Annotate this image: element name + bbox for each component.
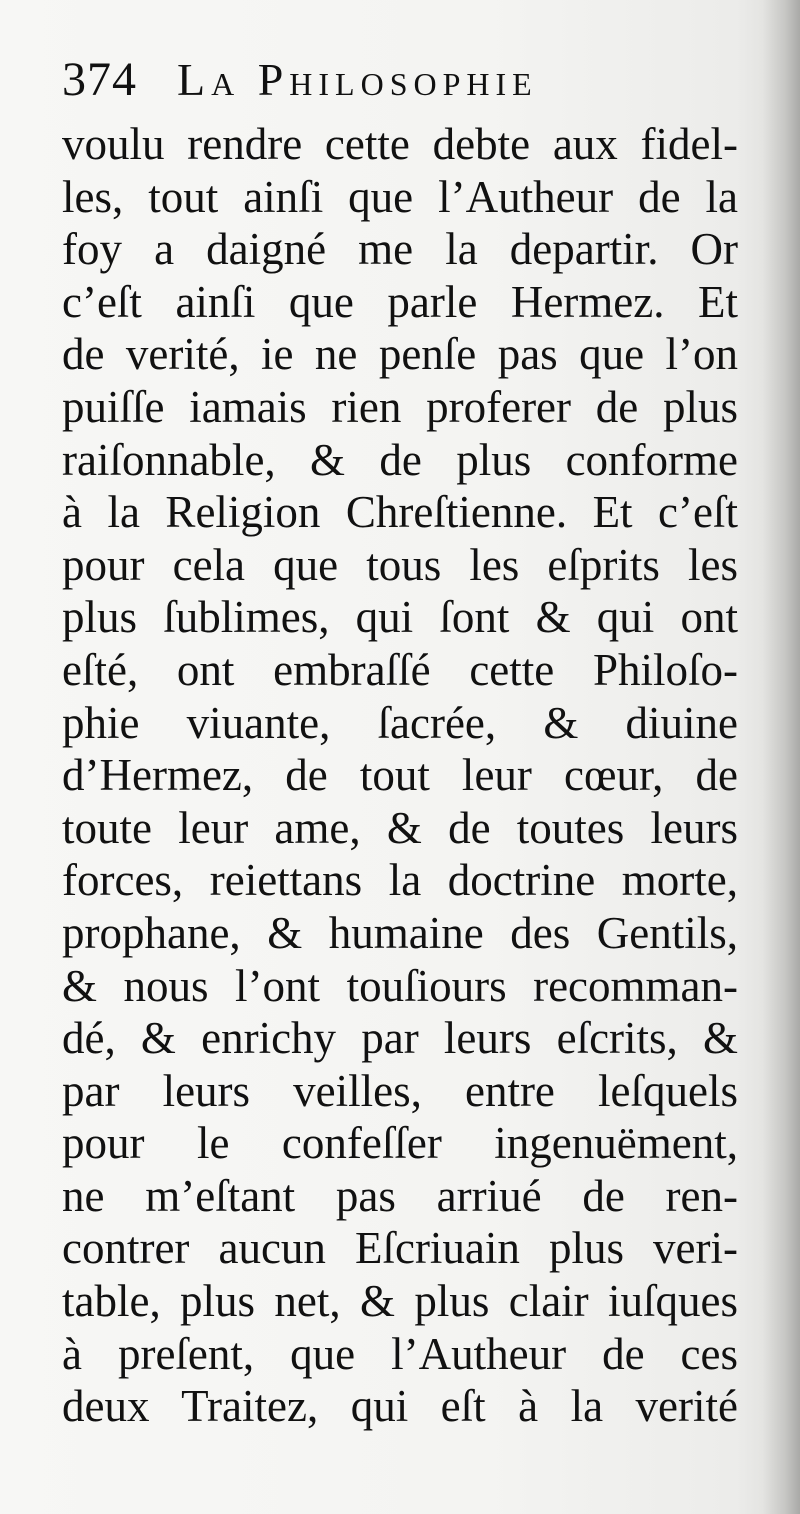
text-line: dé, & enrichy par leurs eſcrits, &	[62, 1013, 738, 1064]
text-line: raiſonnable, & de plus conforme	[62, 434, 738, 485]
text-line: & nous l’ont touſiours recomman-	[62, 960, 738, 1011]
text-line: deux Traitez, qui eſt à la verité	[62, 1381, 738, 1432]
text-line: c’eſt ainſi que parle Hermez. Et	[62, 276, 738, 327]
text-line: prophane, & humaine des Gentils,	[62, 907, 738, 958]
text-line: ne m’eſtant pas arriué de ren-	[62, 1170, 738, 1221]
text-line: d’Hermez, de tout leur cœur, de	[62, 750, 738, 801]
text-line: de verité, ie ne penſe pas que l’on	[62, 329, 738, 380]
page-number: 374	[62, 53, 137, 106]
text-line: les, tout ainſi que l’Autheur de la	[62, 171, 738, 222]
body-text	[62, 118, 738, 1433]
text-line: phie viuante, ſacrée, & diuine	[62, 697, 738, 748]
text-line: plus ſublimes, qui ſont & qui ont	[62, 592, 738, 643]
text-line: toute leur ame, & de toutes leurs	[62, 802, 738, 853]
text-line: pour le confeſſer ingenuëment,	[62, 1118, 738, 1169]
text-line: table, plus net, & plus clair iuſques	[62, 1276, 738, 1327]
text-line: par leurs veilles, entre leſquels	[62, 1065, 738, 1116]
text-line: foy a daigné me la departir. Or	[62, 224, 738, 275]
text-line: voulu rendre cette debte aux fidel-	[62, 119, 738, 169]
running-title: La Philosophie	[177, 54, 538, 105]
text-line: à preſent, que l’Autheur de ces	[62, 1328, 738, 1379]
text-line: forces, reiettans la doctrine morte,	[62, 855, 738, 906]
text-line: puiſſe iamais rien proferer de plus	[62, 381, 738, 432]
page-gutter-shadow	[762, 0, 800, 1514]
text-line: pour cela que tous les eſprits les	[62, 539, 738, 590]
page-header	[62, 52, 742, 114]
text-line: contrer aucun Eſcriuain plus veri-	[62, 1223, 738, 1274]
text-line: eſté, ont embraſſé cette Philoſo-	[62, 644, 738, 695]
text-line: à la Religion Chreſtienne. Et c’eſt	[62, 487, 738, 538]
